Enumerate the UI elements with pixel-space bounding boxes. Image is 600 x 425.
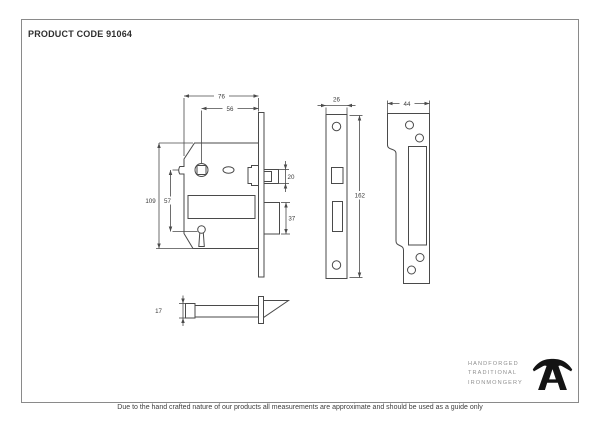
brand-logo-text: [468, 360, 523, 389]
faceplate-outline: [326, 115, 347, 279]
lock-body-drawing: [179, 113, 280, 278]
key-dimension-labels: [155, 308, 162, 315]
disclaimer-text: Due to the hand crafted nature of our products all measurements are approximate and should be used as a guide only: [117, 404, 483, 411]
latch-bolt-head: [264, 172, 272, 182]
logo-line-3: IRONMONGERY: [468, 379, 523, 386]
latch-follower: [248, 166, 259, 186]
strike-screw-hole-1: [406, 121, 414, 129]
dim-faceplate-height: 162: [354, 192, 365, 200]
deadbolt: [264, 203, 280, 235]
logo-line-1: HANDFORGED: [468, 360, 519, 367]
lock-forend-strip: [259, 113, 265, 278]
dim-key: 17: [155, 308, 162, 315]
dim-body-backset: 56: [226, 105, 234, 113]
spindle-square: [197, 166, 206, 175]
faceplate-dimension-labels: [333, 97, 368, 200]
dim-strike-width: 44: [403, 100, 411, 108]
keyhole-slot: [199, 233, 205, 247]
brand-logo: [468, 355, 573, 393]
lock-body-dimension-labels: [145, 92, 295, 223]
faceplate-bottom-screw-hole: [332, 261, 340, 269]
strike-recess: [409, 147, 427, 246]
dim-body-centres: 57: [164, 197, 171, 205]
dim-deadbolt: 37: [288, 215, 296, 223]
key-bow: [186, 304, 196, 319]
dim-body-width: 76: [218, 93, 225, 101]
strike-plate-drawing: [388, 114, 430, 284]
dim-faceplate-width: 26: [333, 96, 340, 104]
product-code-label: PRODUCT CODE 91064: [28, 29, 133, 39]
key-shaft: [195, 306, 259, 318]
strike-screw-hole-2: [416, 134, 424, 142]
dim-body-height: 109: [145, 197, 156, 205]
key-dimensions: [179, 296, 186, 327]
dim-latch: 20: [287, 173, 295, 181]
strike-screw-hole-4: [408, 266, 416, 274]
anvil-icon: [532, 355, 573, 393]
case-slot: [223, 167, 234, 173]
strike-plate-dimension-labels: [400, 100, 415, 108]
key-collar: [259, 297, 264, 324]
case-label-plate: [188, 196, 255, 219]
faceplate-deadbolt-cutout: [333, 202, 343, 232]
faceplate-top-screw-hole: [332, 122, 340, 130]
strike-screw-hole-3: [416, 254, 424, 262]
faceplate-drawing: [326, 115, 347, 279]
keyhole-circle: [198, 226, 206, 234]
key-bit: [264, 301, 289, 318]
logo-line-2: TRADITIONAL: [468, 370, 518, 377]
lock-body-dimensions: [156, 96, 290, 249]
faceplate-latch-cutout: [332, 168, 344, 184]
key-drawing: [186, 297, 289, 324]
